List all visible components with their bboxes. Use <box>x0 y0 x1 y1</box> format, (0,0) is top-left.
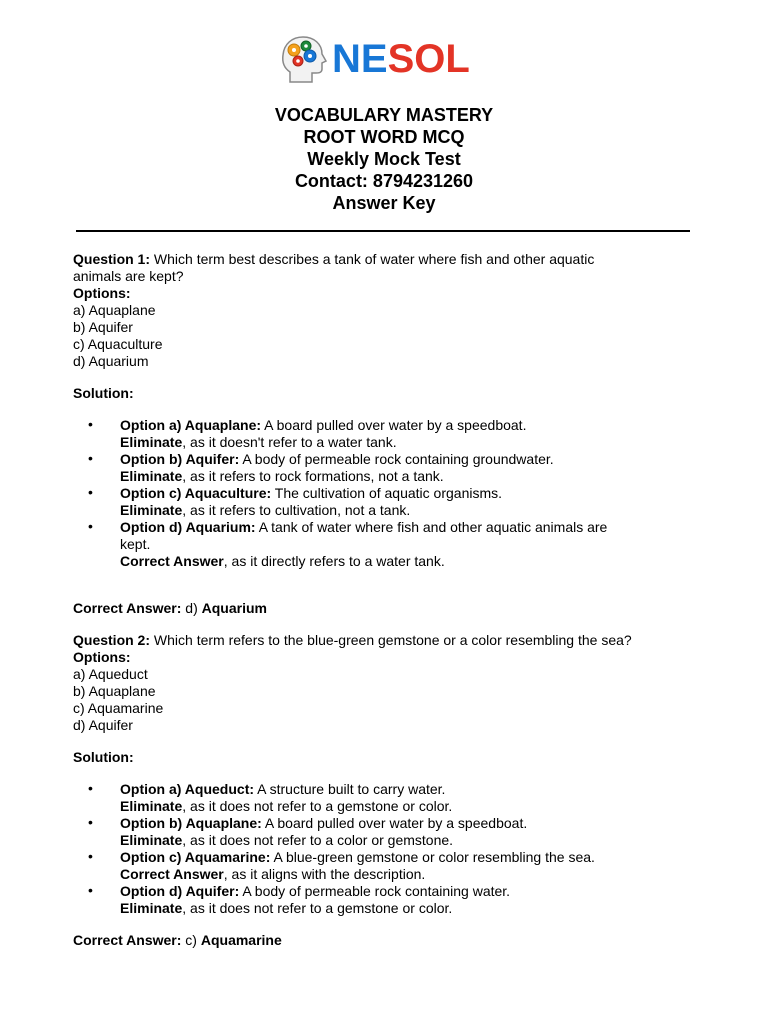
solution-label: Solution: <box>73 385 134 401</box>
solution-item: • Option c) Aquaculture: The cultivation of aquatic organisms. Eliminate, as it refers to cultivation, not a tank. <box>73 485 703 519</box>
question-text: Question 1: Which term best describes a tank of water where fish and other aquatic <box>73 251 595 267</box>
correct-answer-line: Correct Answer: c) Aquamarine <box>73 932 282 948</box>
divider <box>76 230 690 232</box>
title-line: ROOT WORD MCQ <box>303 127 465 147</box>
title-line: Weekly Mock Test <box>307 149 461 169</box>
solution-item: • Option c) Aquamarine: A blue-green gemstone or color resembling the sea. Correct Answer, as it aligns with the description. <box>73 849 703 883</box>
option-item: b) Aquaplane <box>73 683 156 699</box>
question-block <box>73 632 703 949</box>
option-item: c) Aquamarine <box>73 700 164 716</box>
option-item: a) Aquaplane <box>73 302 156 318</box>
contact-line: Contact: 8794231260 <box>294 171 474 191</box>
solution-label: Solution: <box>73 749 134 765</box>
solution-item: • Option b) Aquifer: A body of permeable rock containing groundwater. Eliminate, as it refers to rock formations, not a tank. <box>73 451 703 485</box>
solution-item: • Option a) Aqueduct: A structure built to carry water. Eliminate, as it does not refer to a gemstone or color. <box>73 781 703 815</box>
questions-content <box>73 251 703 949</box>
question-text-continued: animals are kept? <box>73 268 184 284</box>
option-item: d) Aquarium <box>73 353 149 369</box>
question-block <box>73 251 703 617</box>
option-item: b) Aquifer <box>73 319 133 335</box>
brand-name: NESOL <box>332 37 470 81</box>
answer-key-line: Answer Key <box>332 193 436 213</box>
solution-item: • Option a) Aquaplane: A board pulled over water by a speedboat. Eliminate, as it doesn't refer to a water tank. <box>73 417 703 451</box>
correct-answer-line: Correct Answer: d) Aquarium <box>73 600 267 616</box>
option-item: a) Aqueduct <box>73 666 148 682</box>
option-item: c) Aquaculture <box>73 336 163 352</box>
options-label: Options: <box>73 285 131 301</box>
solution-item: • Option d) Aquarium: A tank of water where fish and other aquatic animals are kept. Correct Answer, as it directly refers to a water tank. <box>73 519 703 570</box>
title-line: VOCABULARY MASTERY <box>274 105 494 125</box>
solution-list <box>73 417 703 570</box>
option-item: d) Aquifer <box>73 717 133 733</box>
options-label: Options: <box>73 649 131 665</box>
solution-item: • Option b) Aquaplane: A board pulled over water by a speedboat. Eliminate, as it does not refer to a color or gemstone. <box>73 815 703 849</box>
nesol-logo <box>280 34 500 84</box>
test-title <box>0 104 768 214</box>
head-gears-icon <box>280 34 328 84</box>
solution-item: • Option d) Aquifer: A body of permeable rock containing water. Eliminate, as it does not refer to a gemstone or color. <box>73 883 703 917</box>
question-text: Question 2: Which term refers to the blue-green gemstone or a color resembling the sea? <box>73 632 632 648</box>
solution-list <box>73 781 703 917</box>
